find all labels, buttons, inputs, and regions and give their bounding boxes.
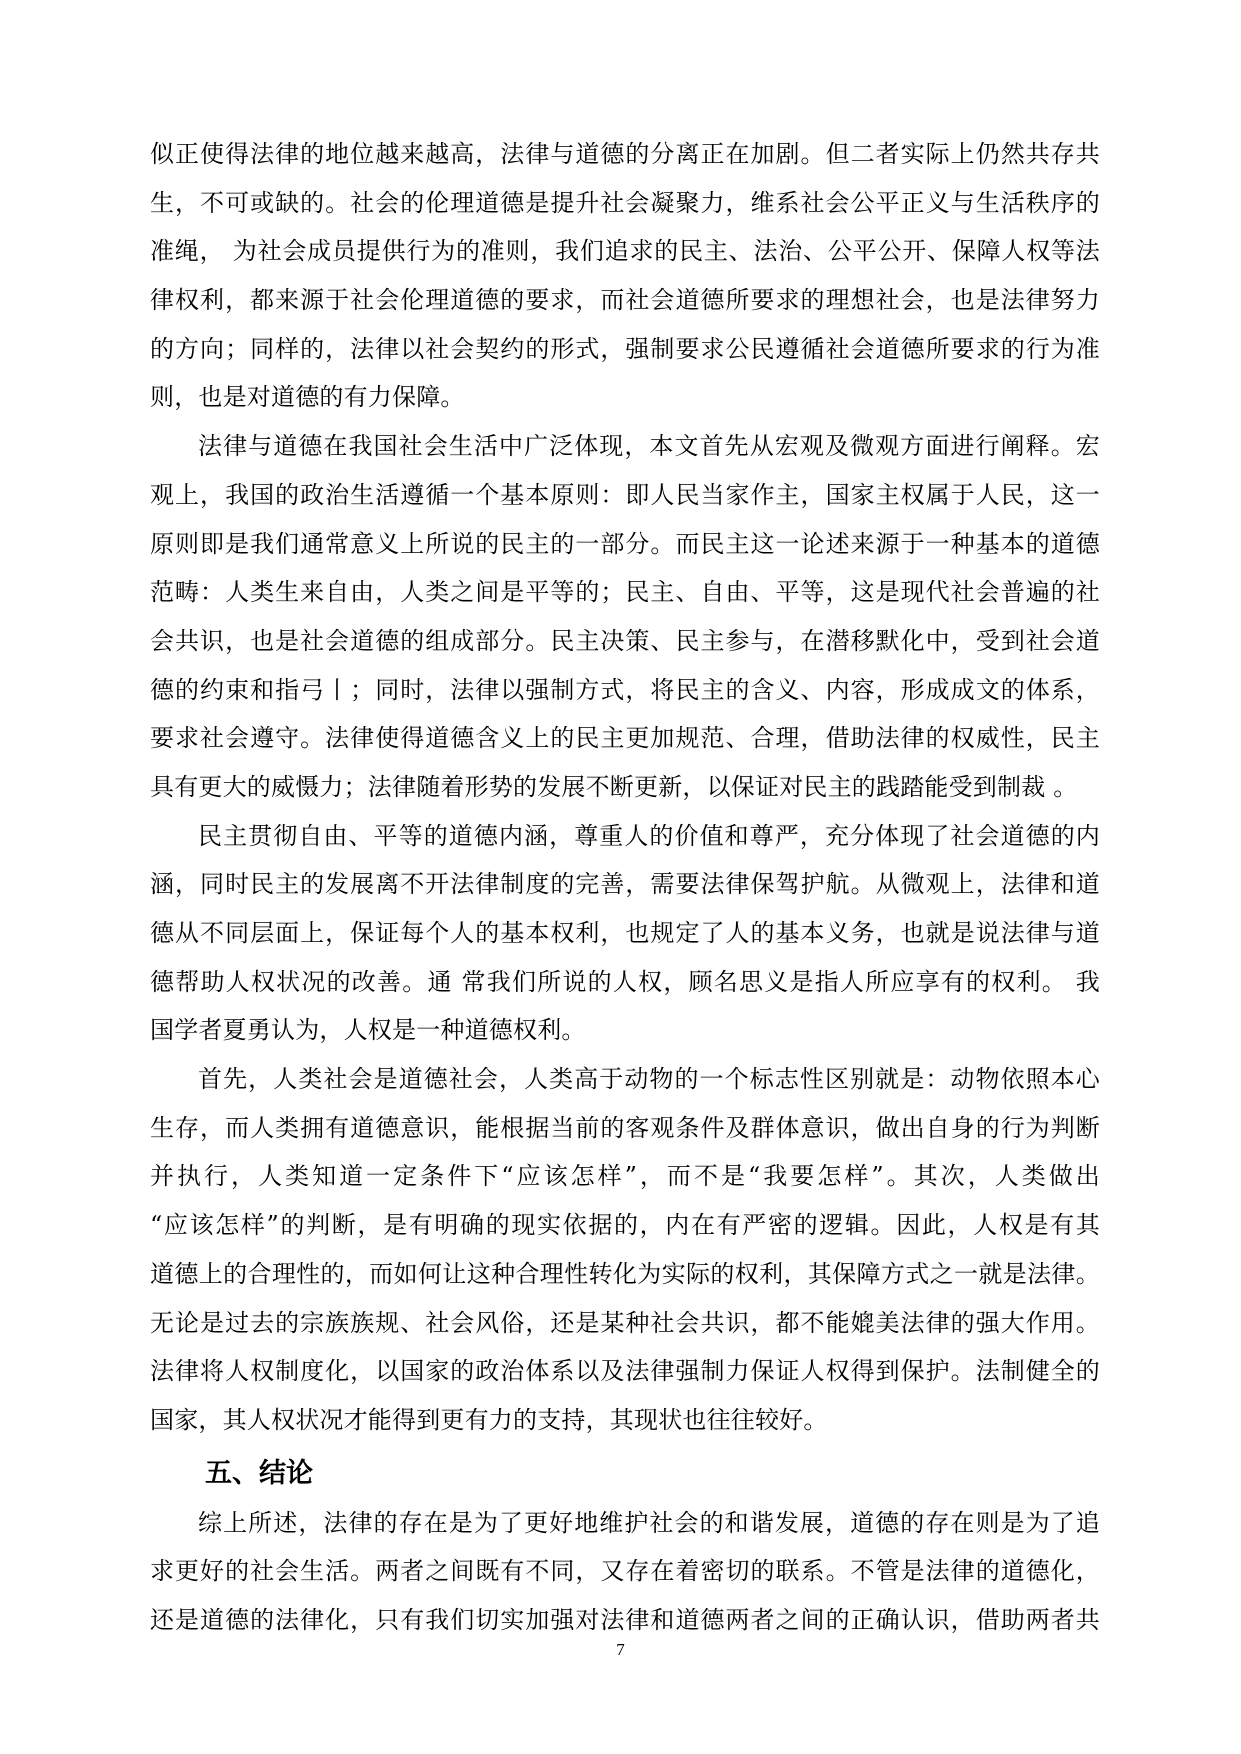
text-line: 德从不同层面上，保证每个人的基本权利，也规定了人的基本义务，也就是说法律与道 [150,919,1100,947]
text-line: 要求社会遵守。法律使得道德含义上的民主更加规范、合理，借助法律的权威性，民主 [150,724,1100,753]
document-body [150,130,1100,1645]
text-line: 德帮助人权状况的改善。通 常我们所说的人权，顾名思义是指人所应享有的权利。 我 [150,967,1100,996]
text-line: 民主贯彻自由、平等的道德内涵，尊重人的价值和尊严，充分体现了社会道德的内 [198,821,1100,850]
text-line: 综上所述，法律的存在是为了更好地维护社会的和谐发展，道德的存在则是为了追 [198,1508,1100,1537]
text-line: 生存，而人类拥有道德意识，能根据当前的客观条件及群体意识，做出自身的行为判断 [150,1113,1100,1142]
conclusion-paragraph [150,1499,1100,1645]
text-line: 还是道德的法律化，只有我们切实加强对法律和道德两者之间的正确认识，借助两者共 [150,1605,1100,1634]
text-line: 律权利，都来源于社会伦理道德的要求，而社会道德所要求的理想社会，也是法律努力 [150,286,1100,315]
text-line: “应该怎样”的判断，是有明确的现实依据的，内在有严密的逻辑。因此，人权是有其 [150,1211,1100,1240]
text-line: 生，不可或缺的。社会的伦理道德是提升社会凝聚力，维系社会公平正义与生活秩序的 [150,188,1100,217]
text-line: 求更好的社会生活。两者之间既有不同，又存在着密切的联系。不管是法律的道德化， [150,1557,1100,1586]
text-line: 的方向；同样的，法律以社会契约的形式，强制要求公民遵循社会道德所要求的行为准 [150,334,1100,363]
text-line: 涵，同时民主的发展离不开法律制度的完善，需要法律保驾护航。从微观上，法律和道 [150,870,1100,899]
text-line: 具有更大的威慑力；法律随着形势的发展不断更新，以保证对民主的践踏能受到制裁 。 [150,772,1078,801]
text-line: 观上，我国的政治生活遵循一个基本原则：即人民当家作主，国家主权属于人民，这一 [150,480,1100,509]
text-line: 则，也是对道德的有力保障。 [150,383,465,412]
text-line: 似正使得法律的地位越来越高，法律与道德的分离正在加剧。但二者实际上仍然共存共 [150,140,1100,168]
paragraph [150,1055,1100,1445]
text-line: 法律将人权制度化，以国家的政治体系以及法律强制力保证人权得到保护。法制健全的 [150,1357,1100,1386]
paragraph [150,422,1100,812]
section-heading-conclusion: 五、结论 [205,1457,313,1489]
text-line: 国家，其人权状况才能得到更有力的支持，其现状也往往较好。 [150,1405,828,1434]
text-line: 无论是过去的宗族族规、社会风俗，还是某种社会共识，都不能媲美法律的强大作用。 [150,1308,1100,1337]
text-line: 法律与道德在我国社会生活中广泛体现，本文首先从宏观及微观方面进行阐释。宏 [198,432,1100,461]
paragraph [150,1499,1100,1645]
paragraph [150,812,1100,1055]
text-line: 原则即是我们通常意义上所说的民主的一部分。而民主这一论述来源于一种基本的道德 [150,529,1100,558]
paragraph [150,130,1100,422]
text-line: 会共识，也是社会道德的组成部分。民主决策、民主参与，在潜移默化中，受到社会道 [150,626,1100,655]
text-line: 首先，人类社会是道德社会，人类高于动物的一个标志性区别就是：动物依照本心 [198,1065,1100,1094]
text-line: 准绳， 为社会成员提供行为的准则，我们追求的民主、法治、公平公开、保障人权等法 [150,237,1100,266]
text-line: 德的约束和指弓丨；同时，法律以强制方式，将民主的含义、内容，形成成文的体系， [150,675,1100,704]
paragraphs-container [150,130,1100,1445]
text-line: 范畴：人类生来自由，人类之间是平等的；民主、自由、平等，这是现代社会普遍的社 [150,578,1100,607]
text-line: 并执行，人类知道一定条件下“应该怎样”，而不是“我要怎样”。其次，人类做出 [150,1162,1100,1191]
text-line: 国学者夏勇认为，人权是一种道德权利。 [150,1016,586,1045]
text-line: 道德上的合理性的，而如何让这种合理性转化为实际的权利，其保障方式之一就是法律。 [150,1259,1100,1288]
page-number: 7 [616,1640,625,1659]
